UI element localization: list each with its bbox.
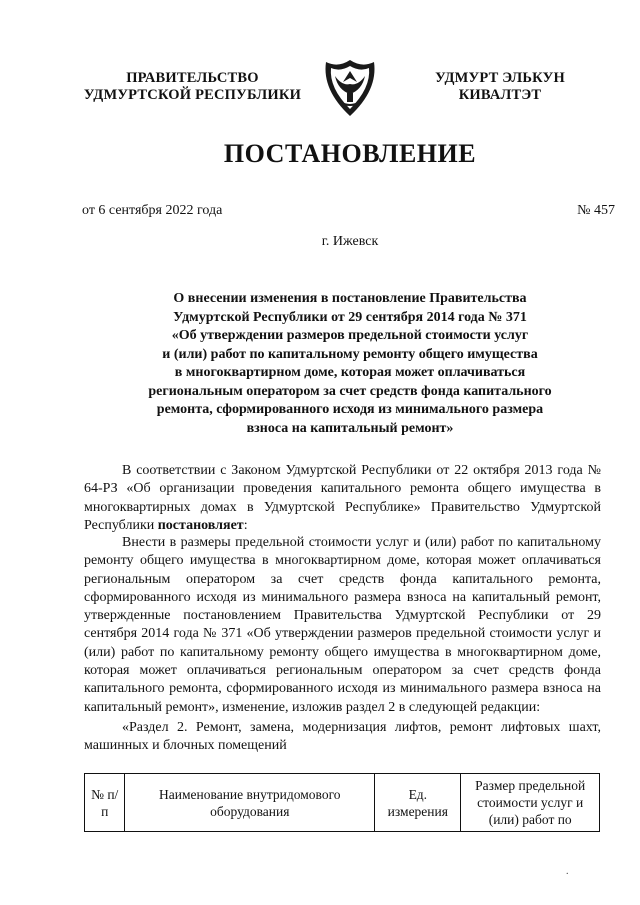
scan-mark: . — [566, 866, 569, 877]
heading-line: в многоквартирном доме, которая может оплачиваться — [174, 365, 526, 380]
paragraph-preamble — [84, 462, 601, 535]
preamble-end: : — [243, 517, 248, 533]
heading-line: «Об утверждении размеров предельной стоимости услуг — [171, 328, 529, 343]
heading-line: взноса на капитальный ремонт» — [246, 420, 454, 436]
heading-line: региональным оператором за счет средств фонда капитального — [148, 383, 552, 399]
header-right-line-2: КИВАЛТЭТ — [458, 87, 542, 103]
heading-line: О внесении изменения в постановление Правительства — [173, 291, 527, 306]
paragraph-amendment: Внести в размеры предельной стоимости услуг и (или) работ по капитальному ремонту общего имущества в многоквартирном доме, которая может оплачиваться региональным оператором за счет средств фонда капитального ремонта, сформированного исходя из минимального размера взноса на капитальный ремонт, утвержденные постановлением Правительства Удмуртской Республики от 29 сентября 2014 года № 371 «Об утверждении размеров предельной стоимости услуг и (или) работ по капитальному ремонту общего имущества в многоквартирном доме, которая может оплачиваться региональным оператором за счет средств фонда капитального ремонта, сформированного исходя из минимального размера взноса на капитальный ремонт», изменение, изложив раздел 2 в следующей редакции: — [84, 535, 601, 715]
heading-line: ремонта, сформированного исходя из минимального размера — [156, 402, 544, 417]
coat-of-arms-emblem-icon — [320, 56, 380, 120]
cost-table — [84, 773, 600, 832]
document-title: ПОСТАНОВЛЕНИЕ — [223, 139, 477, 168]
resolves-word: постановляет — [157, 517, 244, 533]
header-right-line-1: УДМУРТ ЭЛЬКУН — [435, 70, 565, 86]
government-name-russian — [70, 70, 315, 104]
col-number-header: № п/п — [85, 774, 125, 832]
header-left-line-1: ПРАВИТЕЛЬСТВО — [126, 70, 259, 86]
col-unit-header: Ед. измерения — [375, 774, 461, 832]
document-heading — [120, 290, 580, 438]
col-cost-header: Размер предельной стоимости услуг и (или) работ по — [461, 774, 600, 832]
document-city: г. Ижевск — [321, 234, 379, 249]
document-date: от 6 сентября 2022 года — [82, 203, 223, 218]
government-name-udmurt — [405, 70, 595, 104]
header-left-line-2: УДМУРТСКОЙ РЕСПУБЛИКИ — [83, 87, 302, 103]
document-number: № 457 — [577, 203, 615, 218]
heading-line: Удмуртской Республики от 29 сентября 2014 года № 371 — [173, 309, 527, 325]
table-header-row — [85, 774, 600, 832]
col-equipment-header: Наименование внутридомового оборудования — [125, 774, 375, 832]
heading-line: и (или) работ по капитальному ремонту общего имущества — [162, 346, 538, 362]
preamble-text: В соответствии с Законом Удмуртской Республики от 22 октября 2013 года № 64-РЗ «Об организации проведения капитального ремонта общего имущества в многоквартирных домах в Удмуртской Республике» Правительство Удмуртской Республики — [84, 463, 601, 533]
paragraph-section-title: «Раздел 2. Ремонт, замена, модернизация лифтов, ремонт лифтовых шахт, машинных и блочных помещений — [84, 720, 601, 754]
